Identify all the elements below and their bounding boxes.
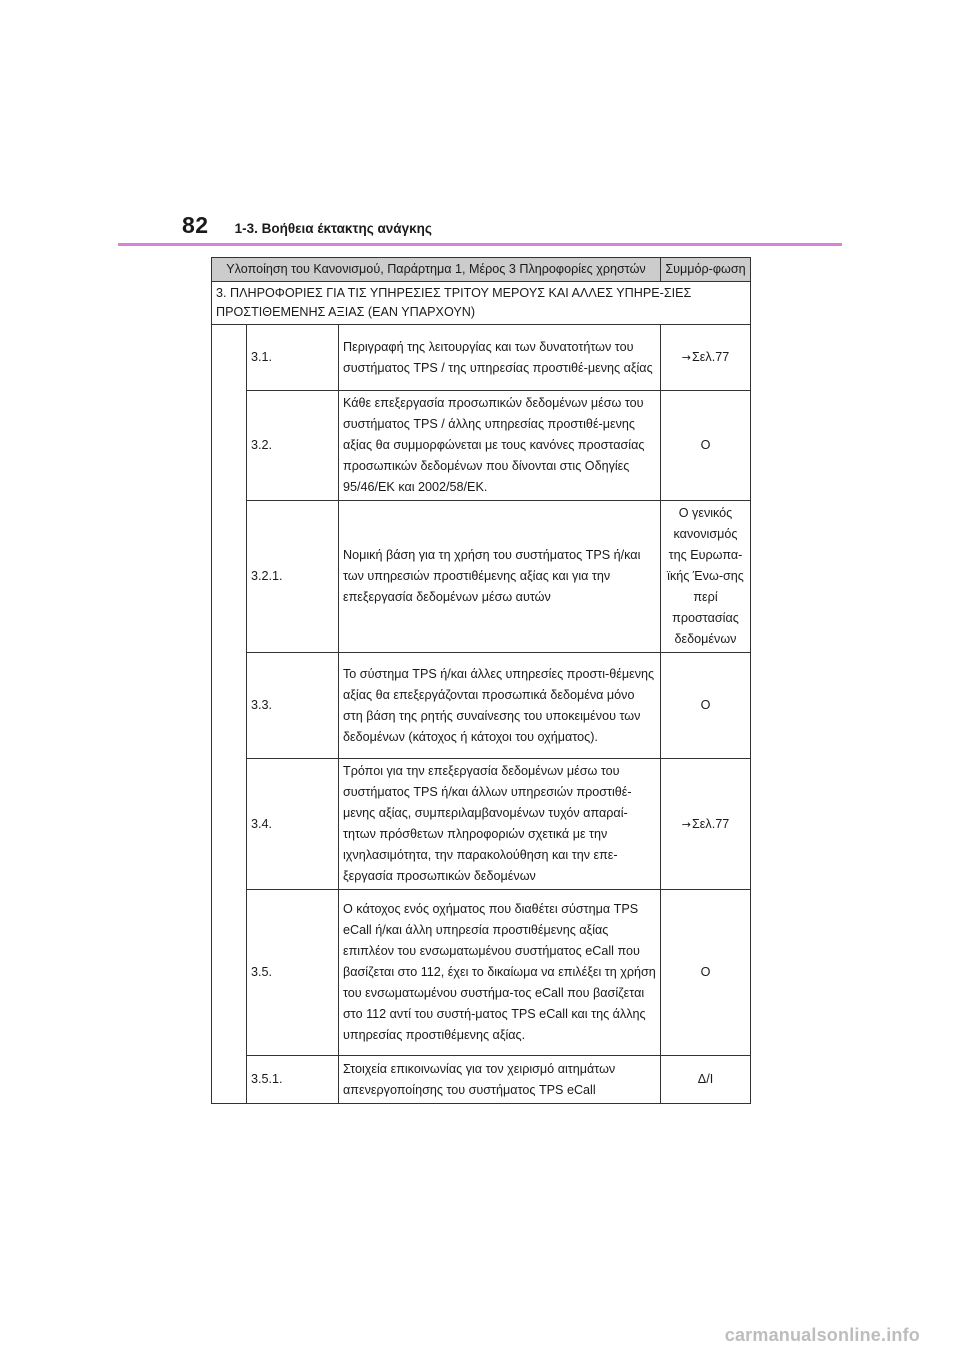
watermark: carmanualsonline.info [724, 1325, 920, 1345]
section-title: 1-3. Βοήθεια έκτακτης ανάγκης [234, 221, 432, 236]
indent-cell [212, 325, 247, 1104]
row-description: Ο κάτοχος ενός οχήματος που διαθέτει σύστημα TPS eCall ή/και άλλη υπηρεσία προστιθέμενης αξίας επιπλέον του ενσωματωμένου συστήματος eCall που βασίζεται στο 112, έχει το δικαίωμα να επιλέξει τη χρήση του ενσωματωμένου συστήμα-τος eCall που βασίζεται στο 112 αντί του συστή-ματος TPS eCall και της άλλης υπηρεσίας προστιθέμενης αξίας. [339, 890, 661, 1056]
row-number: 3.3. [247, 653, 339, 759]
row-compliance: Ο γενικός κανονισμός της Ευρωπα-ϊκής Ένω-σης περί προστασίας δεδομένων [661, 501, 751, 653]
arrow-right-icon: → [681, 817, 691, 831]
table-row [212, 391, 751, 501]
row-number: 3.4. [247, 759, 339, 890]
row-compliance: O [661, 890, 751, 1056]
table-row [212, 501, 751, 653]
row-description: Το σύστημα TPS ή/και άλλες υπηρεσίες προστι-θέμενης αξίας θα επεξεργάζονται προσωπικά δεδομένα μόνο στη βάση της ρητής συναίνεσης του υποκειμένου των δεδομένων (κάτοχος ή κάτοχοι του οχήματος). [339, 653, 661, 759]
info-table [211, 257, 751, 1104]
section-title-cell: 3. ΠΛΗΡΟΦΟΡΙΕΣ ΓΙΑ ΤΙΣ ΥΠΗΡΕΣΙΕΣ ΤΡΙΤΟΥ ΜΕΡΟΥΣ ΚΑΙ ΑΛΛΕΣ ΥΠΗΡΕ-ΣΙΕΣ ΠΡΟΣΤΙΘΕΜΕΝΗΣ ΑΞΙΑΣ (ΕΑΝ ΥΠΑΡΧΟΥΝ) [212, 282, 751, 325]
row-number: 3.2. [247, 391, 339, 501]
row-number: 3.5.1. [247, 1056, 339, 1104]
row-description: Στοιχεία επικοινωνίας για τον χειρισμό αιτημάτων απενεργοποίησης του συστήματος TPS eCall [339, 1056, 661, 1104]
row-description: Κάθε επεξεργασία προσωπικών δεδομένων μέσω του συστήματος TPS / άλλης υπηρεσίας προστιθέ-μενης αξίας θα συμμορφώνεται με τους κανόνες προστασίας προσωπικών δεδομένων που δίνονται στις Οδηγίες 95/46/ΕΚ και 2002/58/ΕΚ. [339, 391, 661, 501]
col-header-compliance: Συμμόρ-φωση [661, 258, 751, 282]
table-header-row [212, 258, 751, 282]
section-row [212, 282, 751, 325]
table-row [212, 325, 751, 391]
compliance-value: Σελ.77 [692, 816, 730, 831]
compliance-value: Σελ.77 [692, 350, 730, 364]
table-row [212, 653, 751, 759]
row-compliance: Δ/Ι [661, 1056, 751, 1104]
col-header-implementation: Υλοποίηση του Κανονισμού, Παράρτημα 1, Μέρος 3 Πληροφορίες χρηστών [212, 258, 661, 282]
row-number: 3.1. [247, 325, 339, 391]
arrow-right-icon: → [681, 351, 691, 364]
row-description: Περιγραφή της λειτουργίας και των δυνατοτήτων του συστήματος TPS / της υπηρεσίας προστιθέ-μενης αξίας [339, 325, 661, 391]
row-number: 3.2.1. [247, 501, 339, 653]
row-compliance: O [661, 653, 751, 759]
row-number: 3.5. [247, 890, 339, 1056]
page-header [182, 212, 432, 239]
page-number: 82 [182, 212, 209, 238]
row-compliance [661, 759, 751, 890]
table-row [212, 759, 751, 890]
row-description: Τρόποι για την επεξεργασία δεδομένων μέσω του συστήματος TPS ή/και άλλων υπηρεσιών προστιθέ-μενης αξίας, συμπεριλαμβανομένων τυχόν απαραί-τητων πρόσθετων πληροφοριών σχετικά με την ιχνηλασιμότητα, την παρακολούθηση και την επε-ξεργασία προσωπικών δεδομένων [339, 759, 661, 890]
row-compliance [661, 325, 751, 391]
header-rule [118, 243, 842, 246]
row-compliance: O [661, 391, 751, 501]
table-row [212, 890, 751, 1056]
table-row [212, 1056, 751, 1104]
row-description: Νομική βάση για τη χρήση του συστήματος TPS ή/και των υπηρεσιών προστιθέμενης αξίας και για την επεξεργασία δεδομένων μέσω αυτών [339, 501, 661, 653]
